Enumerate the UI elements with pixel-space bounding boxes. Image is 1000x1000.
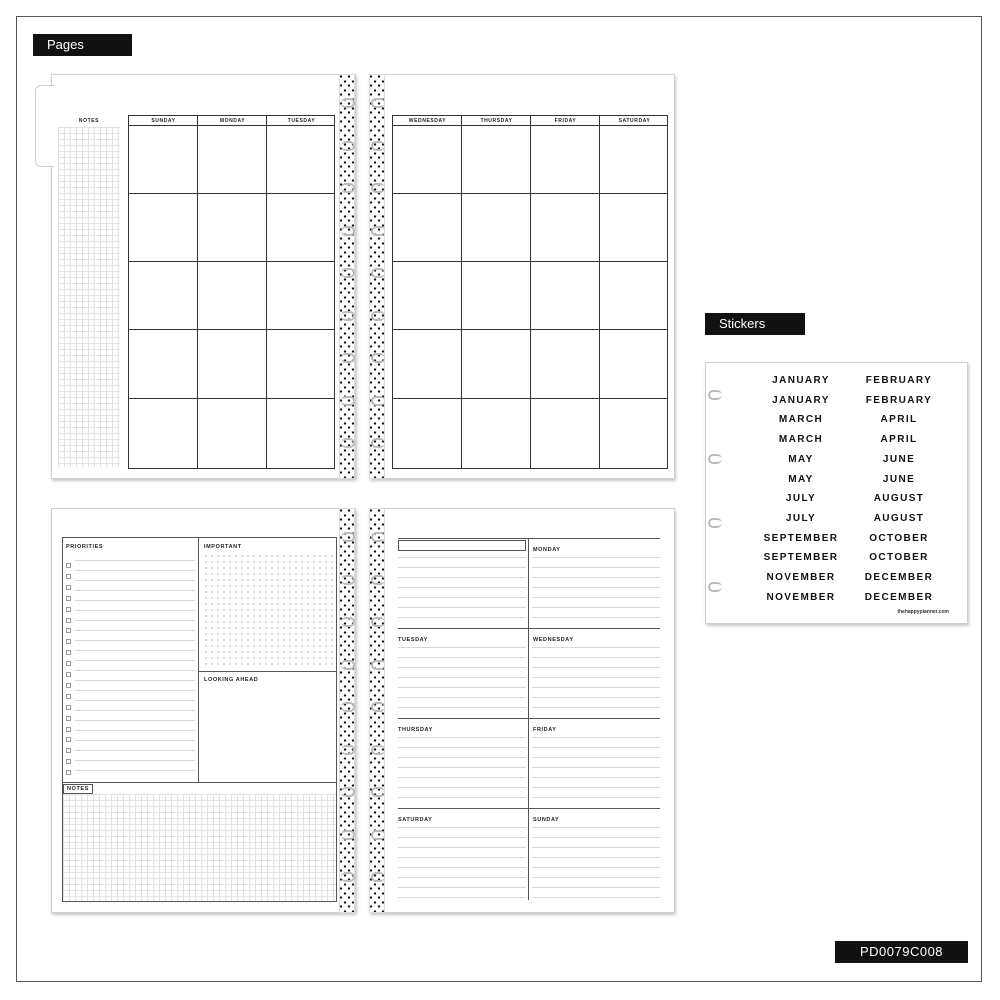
month-sticker: JANUARY — [772, 394, 830, 406]
month-sticker: AUGUST — [873, 493, 925, 505]
page-tab — [35, 85, 54, 167]
website-text: thehappyplanner.com — [897, 609, 949, 615]
day-header: TUESDAY — [287, 118, 316, 124]
ring-binding — [341, 702, 355, 712]
day-header: SATURDAY — [618, 118, 651, 124]
month-sticker: NOVEMBER — [766, 591, 836, 603]
ring-binding — [341, 141, 355, 151]
ring-binding — [341, 98, 355, 108]
ring-binding — [341, 353, 355, 363]
priority-checkbox — [66, 563, 71, 568]
priority-checkbox — [66, 694, 71, 699]
month-sticker: APRIL — [880, 434, 918, 446]
day-label: MONDAY — [533, 547, 561, 553]
ring-binding — [371, 872, 385, 882]
ring-binding — [341, 872, 355, 882]
priority-checkbox — [66, 650, 71, 655]
priority-checkbox — [66, 727, 71, 732]
day-lines — [398, 647, 526, 715]
monthly-right-page — [369, 74, 675, 479]
day-label: THURSDAY — [398, 727, 433, 733]
priority-checkbox — [66, 585, 71, 590]
ring-binding — [341, 830, 355, 840]
priority-checkbox — [66, 618, 71, 623]
stickers-label: Stickers — [705, 313, 805, 335]
ring-binding — [371, 617, 385, 627]
day-label: FRIDAY — [533, 727, 557, 733]
priority-checkbox — [66, 672, 71, 677]
ring-binding — [371, 532, 385, 542]
product-code-label: PD0079C008 — [835, 941, 968, 963]
ring-binding — [371, 268, 385, 278]
priority-checkbox — [66, 705, 71, 710]
ring-binding — [371, 575, 385, 585]
month-sticker: NOVEMBER — [766, 572, 836, 583]
month-sticker: DECEMBER — [864, 591, 934, 603]
ring-binding — [371, 702, 385, 712]
day-label: SATURDAY — [398, 817, 433, 823]
month-sticker: MARCH — [778, 414, 824, 426]
weekly-left-layout — [62, 537, 337, 902]
day-label: SUNDAY — [533, 817, 560, 823]
day-label: TUESDAY — [398, 637, 428, 643]
looking-ahead-header: LOOKING AHEAD — [204, 677, 259, 683]
ring-binding — [371, 787, 385, 797]
month-sticker: AUGUST — [873, 512, 925, 524]
month-sticker: APRIL — [880, 414, 918, 426]
ring-binding — [371, 183, 385, 193]
week-label-box — [398, 540, 526, 551]
day-lines — [398, 557, 526, 625]
priority-checkbox — [66, 607, 71, 612]
weekly-right-page — [369, 508, 675, 913]
ring-binding — [371, 311, 385, 321]
ring-binding — [708, 390, 722, 400]
ring-binding — [341, 787, 355, 797]
ring-binding — [341, 745, 355, 755]
month-grid-right — [392, 115, 668, 469]
ring-binding — [341, 660, 355, 670]
priority-checkbox — [66, 737, 71, 742]
month-sticker: OCTOBER — [869, 552, 929, 564]
priority-checkbox — [66, 683, 71, 688]
ring-binding — [371, 830, 385, 840]
ring-binding — [341, 268, 355, 278]
month-sticker: MAY — [788, 473, 814, 485]
priority-checkbox — [66, 596, 71, 601]
pages-label: Pages — [33, 34, 132, 56]
ring-binding — [708, 454, 722, 464]
ring-binding — [371, 98, 385, 108]
ring-binding — [341, 311, 355, 321]
monthly-left-page — [51, 74, 356, 479]
notes-header: NOTES — [63, 784, 93, 794]
month-sticker: MARCH — [778, 434, 824, 446]
day-header: WEDNESDAY — [408, 118, 447, 124]
priority-checkboxes — [66, 563, 72, 783]
day-header: SUNDAY — [151, 118, 176, 124]
ring-binding — [371, 226, 385, 236]
day-header: FRIDAY — [554, 118, 577, 124]
priority-checkbox — [66, 639, 71, 644]
ring-binding — [341, 617, 355, 627]
day-label: WEDNESDAY — [533, 637, 574, 643]
ring-binding — [341, 183, 355, 193]
priorities-header: PRIORITIES — [66, 544, 104, 550]
notes-grid — [63, 794, 336, 901]
important-area — [203, 553, 335, 668]
month-sticker: SEPTEMBER — [763, 552, 839, 564]
priority-checkbox — [66, 628, 71, 633]
ring-binding — [708, 518, 722, 528]
ring-binding — [371, 353, 385, 363]
notes-header: NOTES — [78, 118, 100, 124]
day-lines — [398, 827, 526, 899]
month-sticker: SEPTEMBER — [763, 532, 839, 544]
ring-binding — [708, 582, 722, 592]
day-lines — [532, 737, 660, 805]
ring-binding — [341, 396, 355, 406]
month-sticker: JANUARY — [772, 375, 830, 386]
day-lines — [532, 647, 660, 715]
priority-checkbox — [66, 759, 71, 764]
ring-binding — [371, 660, 385, 670]
ring-binding — [341, 575, 355, 585]
priority-checkbox — [66, 748, 71, 753]
priority-checkbox — [66, 716, 71, 721]
ring-binding — [371, 141, 385, 151]
month-sticker: JULY — [785, 493, 817, 505]
day-header: THURSDAY — [480, 118, 513, 124]
month-sticker: JUNE — [882, 453, 916, 465]
important-header: IMPORTANT — [204, 544, 242, 550]
ring-binding — [341, 438, 355, 448]
priorities-lines — [75, 560, 195, 780]
month-sticker: FEBRUARY — [865, 394, 933, 406]
ring-binding — [371, 396, 385, 406]
day-lines — [398, 737, 526, 805]
month-sticker: DECEMBER — [864, 572, 934, 583]
ring-binding — [371, 745, 385, 755]
month-sticker: FEBRUARY — [865, 375, 933, 386]
day-header: MONDAY — [219, 118, 246, 124]
month-sticker: JULY — [785, 512, 817, 524]
ring-binding — [341, 226, 355, 236]
day-lines — [532, 557, 660, 625]
priority-checkbox — [66, 770, 71, 775]
month-sticker: JUNE — [882, 473, 916, 485]
ring-binding — [371, 438, 385, 448]
notes-grid — [58, 127, 120, 467]
priority-checkbox — [66, 574, 71, 579]
month-grid-left — [128, 115, 335, 469]
priority-checkbox — [66, 661, 71, 666]
month-sticker: OCTOBER — [869, 532, 929, 544]
ring-binding — [341, 532, 355, 542]
day-lines — [532, 827, 660, 899]
weekly-left-page — [51, 508, 356, 913]
month-sticker: MAY — [788, 453, 814, 465]
sticker-sheet — [705, 362, 968, 624]
